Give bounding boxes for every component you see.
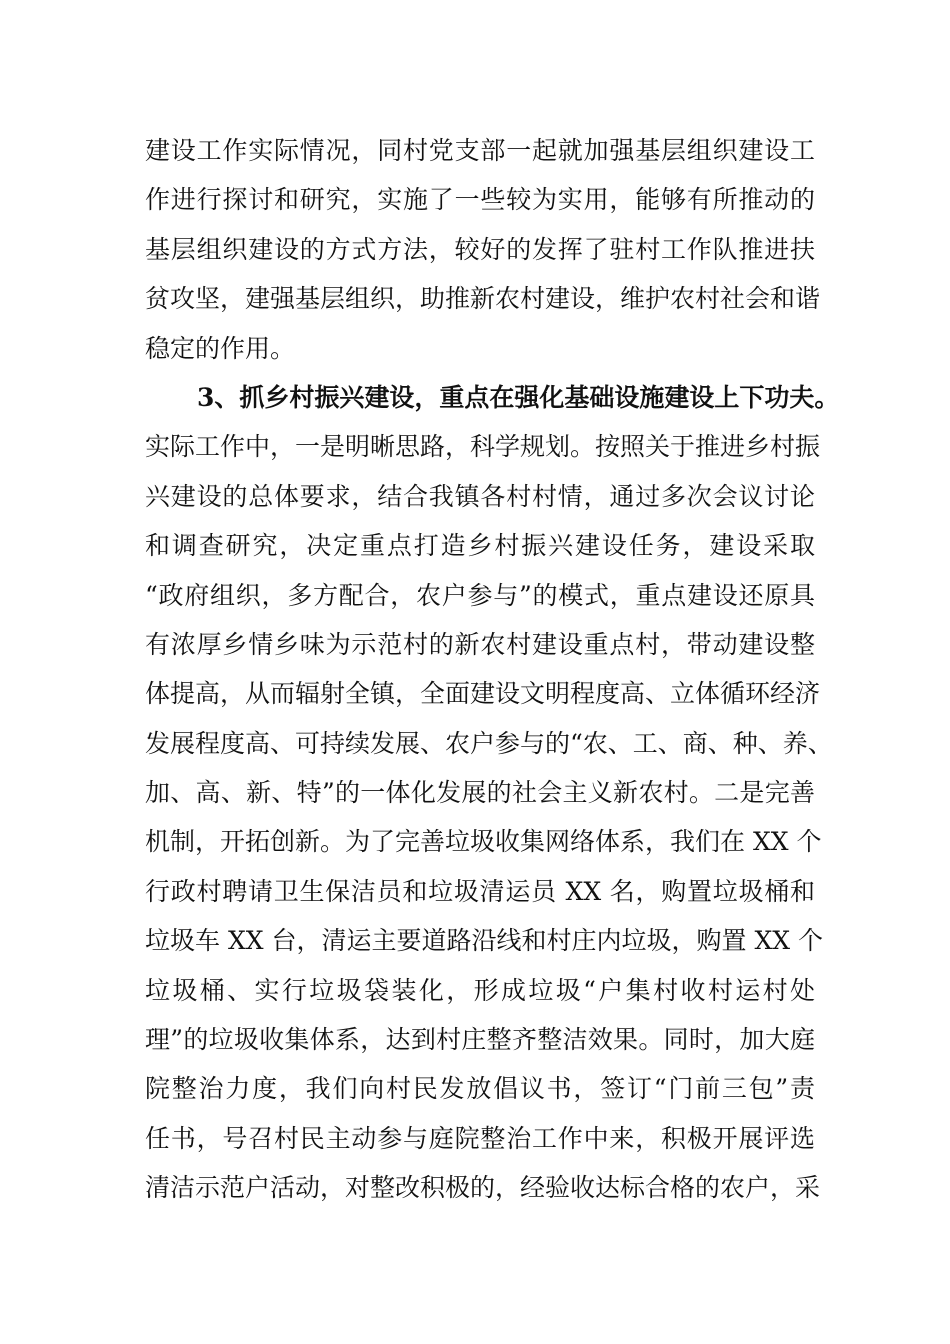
text-line: 院整治力度，我们向村民发放倡议书，签订“门前三包”责 (145, 1074, 815, 1104)
text-line: 机制，开拓创新。为了完善垃圾收集网络体系，我们在 XX 个 (145, 827, 822, 857)
text-line: 垃圾桶、实行垃圾袋装化，形成垃圾“户集村收村运村处 (145, 975, 815, 1005)
text-line: 兴建设的总体要求，结合我镇各村村情，通过多次会议讨论 (145, 481, 815, 511)
text-line: 稳定的作用。 (145, 333, 296, 363)
text-line: 任书，号召村民主动参与庭院整治工作中来，积极开展评选 (145, 1123, 815, 1153)
text-line: 有浓厚乡情乡味为示范村的新农村建设重点村，带动建设整 (145, 629, 815, 659)
text-line: 作进行探讨和研究，实施了一些较为实用，能够有所推动的 (145, 185, 815, 215)
text-line: 垃圾车 XX 台，清运主要道路沿线和村庄内垃圾，购置 XX 个 (145, 926, 823, 956)
text-line: 建设工作实际情况，同村党支部一起就加强基层组织建设工 (145, 136, 815, 165)
text-line: 清洁示范户活动，对整改积极的，经验收达标合格的农户，采 (145, 1173, 821, 1203)
text-line: 行政村聘请卫生保洁员和垃圾清运员 XX 名，购置垃圾桶和 (145, 876, 815, 906)
text-line: 和调查研究，决定重点打造乡村振兴建设任务，建设采取 (145, 531, 815, 561)
text-line: 实际工作中，一是明晰思路，科学规划。按照关于推进乡村振 (145, 432, 821, 462)
text-line: 发展程度高、可持续发展、农户参与的“农、工、商、种、养、 (145, 728, 833, 758)
text-line: 理”的垃圾收集体系，达到村庄整齐整洁效果。同时，加大庭 (145, 1025, 815, 1055)
text-line: 基层组织建设的方式方法，较好的发挥了驻村工作队推进扶 (145, 234, 815, 264)
text-line: 贫攻坚，建强基层组织，助推新农村建设，维护农村社会和谐 (145, 284, 821, 314)
paragraph-continuation (145, 126, 821, 373)
text-line: 加、高、新、特”的一体化发展的社会主义新农村。二是完善 (145, 778, 815, 808)
text-line: 体提高，从而辐射全镇，全面建设文明程度高、立体循环经济 (145, 679, 821, 709)
document-body (145, 126, 840, 1213)
section-heading: 3、抓乡村振兴建设，重点在强化基础设施建设上下功夫。 (197, 382, 840, 412)
text-line: “政府组织，多方配合，农户参与”的模式，重点建设还原具 (145, 580, 815, 610)
paragraph-body (145, 422, 833, 1212)
